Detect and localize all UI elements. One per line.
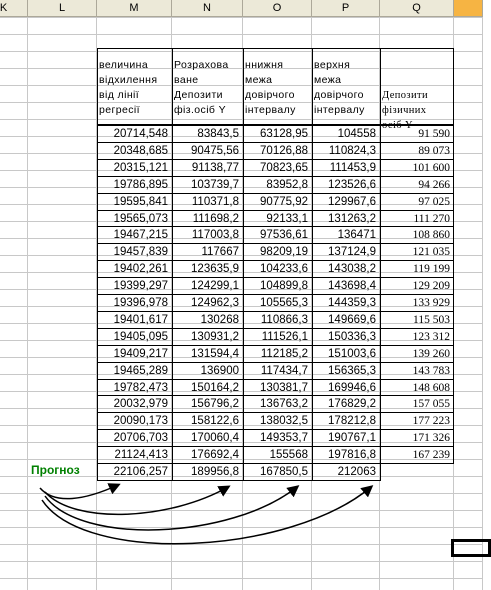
- table-cell[interactable]: 136900: [200, 364, 239, 377]
- table-cell[interactable]: 89 073: [418, 144, 450, 157]
- table-cell[interactable]: 104558: [337, 128, 376, 140]
- table-cell[interactable]: 83952,8: [266, 178, 308, 191]
- table-cell[interactable]: 111 270: [413, 212, 450, 225]
- table-cell[interactable]: 136471: [337, 229, 376, 242]
- table-cell[interactable]: 110866,3: [260, 313, 308, 326]
- table-cell[interactable]: 177 223: [412, 415, 450, 428]
- table-cell[interactable]: 112185,2: [260, 347, 308, 360]
- table-header-4: Депозити фізичних: [382, 90, 428, 116]
- table-cell[interactable]: 156796,2: [191, 398, 239, 411]
- table-cell[interactable]: 105565,3: [260, 297, 308, 309]
- table-cell[interactable]: 20315,121: [113, 161, 168, 174]
- table-cell[interactable]: 98209,19: [260, 246, 308, 259]
- table-cell[interactable]: 70126,88: [260, 144, 308, 157]
- table-cell[interactable]: 123 312: [412, 330, 450, 343]
- forecast-cell[interactable]: 22106,257: [113, 466, 168, 478]
- table-cell[interactable]: 19457,839: [113, 246, 168, 259]
- table-cell[interactable]: 157 055: [412, 398, 450, 411]
- table-cell[interactable]: 150336,3: [328, 330, 376, 343]
- table-cell[interactable]: 19405,095: [113, 330, 168, 343]
- table-cell[interactable]: 121 035: [412, 246, 450, 259]
- table-cell[interactable]: 90775,92: [260, 195, 308, 208]
- table-cell[interactable]: 197816,8: [328, 449, 376, 462]
- table-cell[interactable]: 170060,4: [191, 432, 239, 445]
- table-cell[interactable]: 130381,7: [260, 381, 308, 394]
- table-cell[interactable]: 19465,289: [113, 364, 168, 377]
- table-cell[interactable]: 169946,6: [328, 381, 376, 394]
- table-cell[interactable]: 155568: [269, 449, 308, 462]
- table-cell[interactable]: 131594,4: [191, 347, 239, 360]
- table-cell[interactable]: 19595,841: [113, 195, 168, 208]
- table-cell[interactable]: 103739,7: [191, 178, 239, 191]
- table-cell[interactable]: 124962,3: [191, 297, 239, 309]
- table-cell[interactable]: 133 929: [412, 297, 450, 309]
- table-cell[interactable]: 144359,3: [328, 297, 376, 309]
- table-cell[interactable]: 129967,6: [328, 195, 376, 208]
- table-cell[interactable]: 94 266: [418, 178, 450, 191]
- table-cell[interactable]: 104899,8: [260, 280, 308, 293]
- table-cell[interactable]: 19402,261: [113, 263, 168, 276]
- table-cell[interactable]: 19565,073: [113, 212, 168, 225]
- table-cell[interactable]: 123526,6: [328, 178, 376, 191]
- table-cell[interactable]: 19396,978: [113, 297, 168, 309]
- table-cell[interactable]: 20706,703: [113, 432, 168, 445]
- table-cell[interactable]: 148 608: [412, 381, 450, 394]
- table-cell[interactable]: 130931,2: [191, 330, 239, 343]
- table-cell[interactable]: 178212,8: [328, 415, 376, 428]
- table-cell[interactable]: 91 590: [418, 128, 450, 140]
- table-cell[interactable]: 136763,2: [260, 398, 308, 411]
- table-cell[interactable]: 19401,617: [113, 313, 168, 326]
- table-cell[interactable]: 150164,2: [191, 381, 239, 394]
- table-cell[interactable]: 115 503: [413, 313, 450, 326]
- table-cell[interactable]: 190767,1: [328, 432, 376, 445]
- forecast-cell[interactable]: 167850,5: [260, 466, 308, 478]
- table-cell[interactable]: 176829,2: [328, 398, 376, 411]
- table-cell[interactable]: 130268: [200, 313, 239, 326]
- table-cell[interactable]: 20348,685: [113, 144, 168, 157]
- table-cell[interactable]: 124299,1: [191, 280, 239, 293]
- forecast-cell[interactable]: 189956,8: [191, 466, 239, 478]
- table-cell[interactable]: 91138,77: [191, 161, 239, 174]
- table-cell[interactable]: 143 783: [412, 364, 450, 377]
- table-cell[interactable]: 156365,3: [328, 364, 376, 377]
- column-header-p[interactable]: P: [312, 0, 380, 17]
- table-cell[interactable]: 131263,2: [328, 212, 376, 225]
- table-cell[interactable]: 143038,2: [328, 263, 376, 276]
- table-cell[interactable]: 21124,413: [114, 449, 168, 462]
- table-cell[interactable]: 151003,6: [328, 347, 376, 360]
- table-cell[interactable]: 111698,2: [192, 212, 239, 225]
- table-cell[interactable]: 20714,548: [113, 128, 168, 140]
- table-cell[interactable]: 63128,95: [260, 128, 308, 140]
- column-header-k[interactable]: K: [0, 0, 28, 17]
- table-cell[interactable]: 149353,7: [260, 432, 308, 445]
- table-cell[interactable]: 129 209: [412, 280, 450, 293]
- cell-selection[interactable]: [451, 539, 491, 557]
- table-cell[interactable]: 138032,5: [260, 415, 308, 428]
- column-header-o[interactable]: O: [243, 0, 312, 17]
- table-cell[interactable]: 108 860: [412, 229, 450, 242]
- table-cell[interactable]: 19782,473: [113, 381, 168, 394]
- table-cell[interactable]: 119 199: [413, 263, 450, 276]
- table-header-2: ннижня межа довірчого інтервалу: [245, 59, 296, 116]
- table-cell[interactable]: 104233,6: [260, 263, 308, 276]
- table-cell[interactable]: 111526,1: [261, 330, 308, 343]
- table-cell[interactable]: 97536,61: [260, 229, 308, 242]
- table-cell[interactable]: 167 239: [412, 449, 450, 462]
- column-header-l[interactable]: L: [28, 0, 97, 17]
- table-cell[interactable]: 143698,4: [328, 280, 376, 293]
- table-cell[interactable]: 158122,6: [191, 415, 239, 428]
- table-cell[interactable]: 70823,65: [260, 161, 308, 174]
- column-header-m[interactable]: M: [97, 0, 172, 17]
- forecast-label[interactable]: Прогноз: [31, 463, 80, 477]
- table-cell[interactable]: 117667: [201, 246, 239, 259]
- table-cell[interactable]: 97 025: [418, 195, 450, 208]
- table-cell[interactable]: 123635,9: [191, 263, 239, 276]
- arrow-to-m: [40, 485, 118, 499]
- table-cell[interactable]: 19786,895: [113, 178, 168, 191]
- table-header-0: величина відхилення від лінії регресії: [99, 59, 158, 116]
- table-cell[interactable]: 111453,9: [329, 161, 376, 174]
- table-cell[interactable]: 171 326: [412, 432, 450, 445]
- table-cell[interactable]: 83843,5: [197, 128, 239, 140]
- column-header-q[interactable]: Q: [380, 0, 454, 17]
- table-cell[interactable]: 139 260: [412, 347, 450, 360]
- table-cell[interactable]: 19399,297: [113, 280, 168, 293]
- table-cell[interactable]: 176692,4: [191, 449, 239, 462]
- table-cell[interactable]: 20090,173: [113, 415, 168, 428]
- table-cell[interactable]: 19409,217: [113, 347, 168, 360]
- table-cell[interactable]: 110371,8: [191, 195, 239, 208]
- table-header-3: верхня межа довірчого інтервалу: [314, 59, 365, 116]
- table-cell[interactable]: 90475,56: [191, 144, 239, 157]
- table-cell[interactable]: 117434,7: [260, 364, 308, 377]
- table-cell[interactable]: 110824,3: [328, 144, 376, 157]
- forecast-cell[interactable]: 212063: [337, 466, 376, 478]
- table-cell[interactable]: 101 600: [412, 161, 450, 174]
- table-cell[interactable]: 92133,1: [266, 212, 308, 225]
- column-header-n[interactable]: N: [172, 0, 243, 17]
- table-cell[interactable]: 149669,6: [328, 313, 376, 326]
- arrow-to-n: [45, 487, 228, 514]
- table-header-1: Розрахова ване Депозити фіз.осіб Y: [174, 59, 229, 116]
- table-cell[interactable]: 137124,9: [328, 246, 376, 259]
- table-cell[interactable]: 19467,215: [113, 229, 168, 242]
- table-cell[interactable]: 117003,8: [191, 229, 239, 242]
- table-cell[interactable]: 20032,979: [113, 398, 168, 411]
